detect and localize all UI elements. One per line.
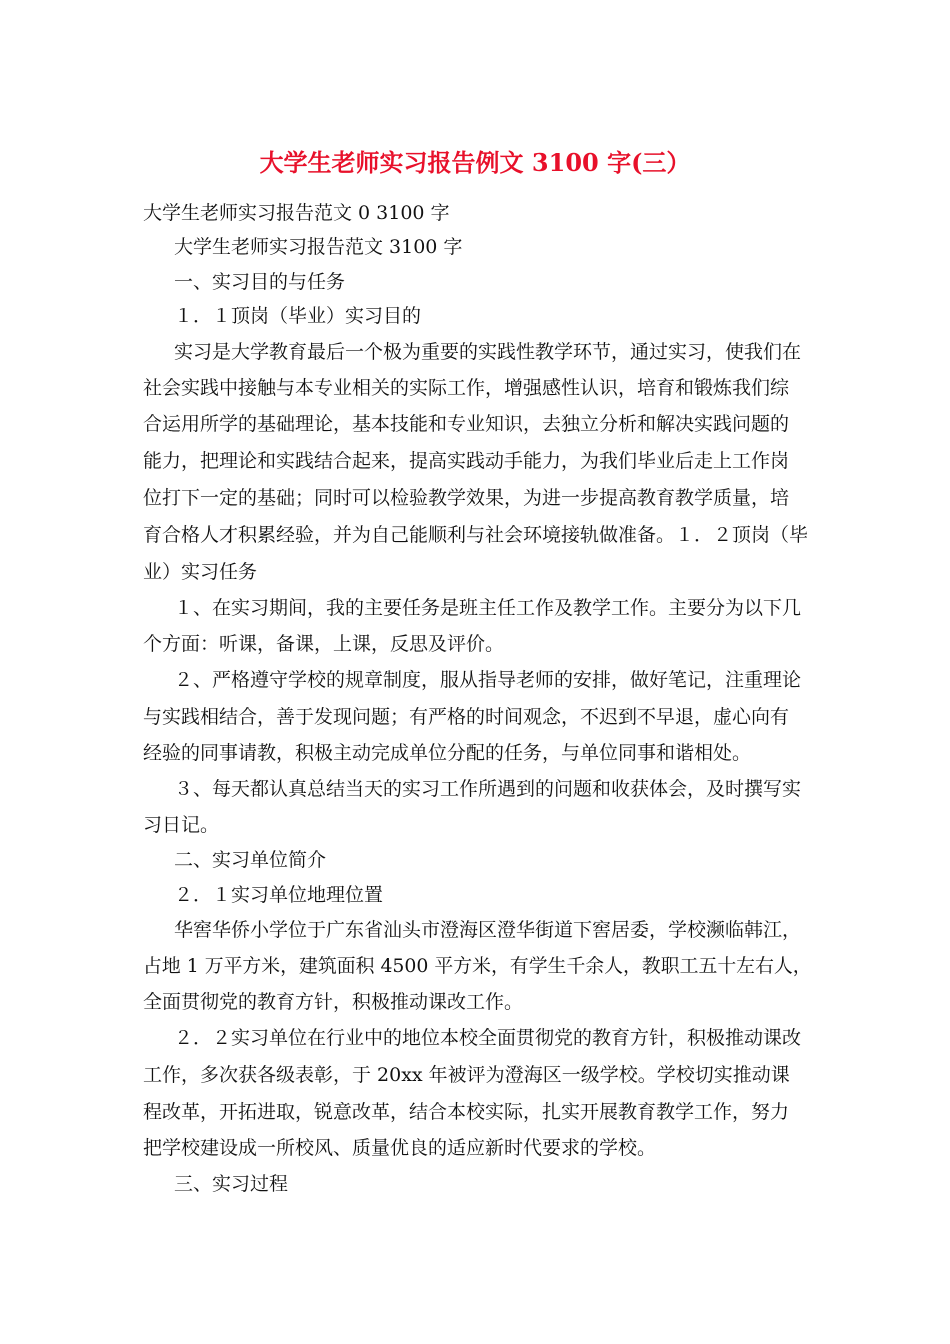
text-line: 大学生老师实习报告范文 3100 字 [174, 236, 463, 258]
text-line: 程改革，开拓进取，锐意改革，结合本校实际，扎实开展教育教学工作，努力 [143, 1101, 790, 1123]
text-line: ２．２实习单位在行业中的地位本校全面贯彻党的教育方针，积极推动课改 [174, 1027, 802, 1049]
text-line: 合运用所学的基础理论，基本技能和专业知识，去独立分析和解决实践问题的 [143, 413, 790, 435]
document-title: 大学生老师实习报告例文 3100 字(三） [259, 148, 691, 177]
text-line: 实习是大学教育最后一个极为重要的实践性教学环节，通过实习，使我们在 [174, 341, 802, 363]
text-line: 华窖华侨小学位于广东省汕头市澄海区澄华街道下窖居委，学校濒临韩江， [174, 919, 802, 941]
text-line: 习日记。 [143, 814, 220, 836]
text-line: 把学校建设成一所校风、质量优良的适应新时代要求的学校。 [143, 1137, 657, 1159]
section-heading: 一、实习目的与任务 [174, 271, 346, 293]
subsection-heading: １．１顶岗（毕业）实习目的 [174, 305, 422, 327]
text-line: 个方面：听课，备课，上课，反思及评价。 [143, 633, 505, 655]
text-line: 育合格人才积累经验，并为自己能顺利与社会环境接轨做准备。１．２顶岗（毕 [143, 524, 809, 546]
text-line: ２、严格遵守学校的规章制度，服从指导老师的安排，做好笔记，注重理论 [174, 669, 802, 691]
section-heading: 三、实习过程 [174, 1173, 289, 1195]
subsection-heading: ２．１实习单位地理位置 [174, 884, 384, 906]
section-heading: 二、实习单位简介 [174, 849, 327, 871]
text-line: 业）实习任务 [143, 561, 258, 583]
text-line: 工作，多次获各级表彰，于 20xx 年被评为澄海区一级学校。学校切实推动课 [143, 1064, 790, 1086]
text-line: 经验的同事请教，积极主动完成单位分配的任务，与单位同事和谐相处。 [143, 742, 752, 764]
text-line: 全面贯彻党的教育方针，积极推动课改工作。 [143, 991, 524, 1013]
text-line: １、在实习期间，我的主要任务是班主任工作及教学工作。主要分为以下几 [174, 597, 802, 619]
text-line: 社会实践中接触与本专业相关的实际工作，增强感性认识，培育和锻炼我们综 [143, 377, 790, 399]
text-line: 大学生老师实习报告范文 0 3100 字 [143, 202, 450, 224]
text-line: 占地 1 万平方米，建筑面积 4500 平方米，有学生千余人，教职工五十左右人， [143, 955, 812, 977]
text-line: ３、每天都认真总结当天的实习工作所遇到的问题和收获体会，及时撰写实 [174, 778, 802, 800]
text-line: 能力，把理论和实践结合起来，提高实践动手能力，为我们毕业后走上工作岗 [143, 450, 790, 472]
text-line: 位打下一定的基础；同时可以检验教学效果，为进一步提高教育教学质量，培 [143, 487, 790, 509]
text-line: 与实践相结合，善于发现问题；有严格的时间观念，不迟到不早退，虚心向有 [143, 706, 790, 728]
